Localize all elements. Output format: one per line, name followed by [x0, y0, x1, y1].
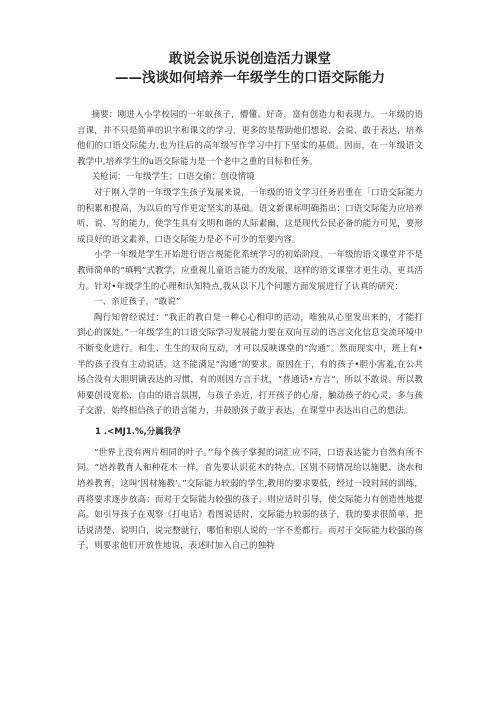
keywords: 关枪词：一年级学生；口语交偷；创设情境 — [91, 172, 255, 183]
doc-subtitle: ——浅谈如何培养一年级学生的口语交际能力 — [115, 70, 385, 86]
section-heading-1: 一、亲近孩子，“敢说” — [94, 297, 181, 308]
body-paragraph: 小学一年级是学生开始进行语言规能化系统学习的初始阶段。一年级的语文课堂并不是教师简单的“填鸭”式教学，应重视儿童语言能力的发展，这样的语文课堂才更生动、更具活力。针对•年级学生的心理和认知特点,我从以下几个问题方面发展进行了认真的研究： — [77, 250, 423, 292]
abstract: 摘要：刚进入小学校园的一年蚁孩子，懵懂、好奇，富有创造力和表现力。一年级的语言课，并不只是简单的识字和课文的学习，更多的是帮助他们想说、会说、敢于表达，培养他们的口语交际能力,也为往后的高年级写作学习中打下坚实的基债。因而，在一年级语文教学中,培养学生的u语交际能力是一个老中之重的目标和任务。 — [77, 110, 423, 167]
body-paragraph: “世界上没有两片相同的叶子。’’每个孩子掌握的词汇应不同，口语表达能力自然有所不同。“培养教育人和种花木一样，首先要认识花木的特点，区别不同情况给以施肥、浇水和培养教育，这叫‘因材施教’。”交际能力较弱的学生,教用的要求要低，经过一段时间的训练，再将要求逐步放高：而对于交际能力较强的孩子，则应适时引导，使交际能力有创造性地提高。如引导孩子在观察《打电话》看图说话时，交际能力较弱的孩子，我的要求很简单，把话说清楚、说明白，说完整就行，哪怕和别人说的一字不差都行。而对于交际能力较强的孩子，则要求他们开放性地说，表述时加入自己的独特 — [77, 447, 423, 552]
doc-title: 敢说会说乐说创造活力课堂 — [169, 51, 331, 67]
subsection-heading: 1 .<MJ1.%,分属我孕 — [95, 426, 181, 437]
body-paragraph: 对于刚入学的一年级学生孩子发展来说，一年级的语文学习任务岩重在「口语交际能力的积累和提高，为以后的写作更定坚实的基础。语文新课标明确指出：口语交际能力应培养听、说、写的能力，使学生具有文明和谐的人际素幽，这是现代公民必备的能力可见，要形成良好的语文素养，口语交际能力是必不可少的至要内容。 — [77, 187, 423, 245]
body-paragraph: 陶行知曾经说过：“我正的教白是一种心心相印的活动，唯独从心里发出来的，才能打到心的深处。”一年级学生的口语交际学习发展能力要在双向互动的语言文化信息交流环境中不断变化进行。和生、生生的双向互动，才可以反映课堂的“沟通”。然而现实中，班上有•半的孩子没有主动说话，这不能满足“沟通”的要求。原因在于，有的孩子•胆小害羞,在公共场合没有大胆明确表达的习惯，有的则因方言干扰，“普通话•方言”，所以不敢说。所以教师要创设宽松、自由的语言氛围，与孩子亲近，打开孩子的心扉，触动孩子的心灵，多与孩子交游，始终相信孩子的语言能力，并鼓励孩子敢于表达，在课堂中表达出自己的想法。 — [77, 312, 423, 417]
